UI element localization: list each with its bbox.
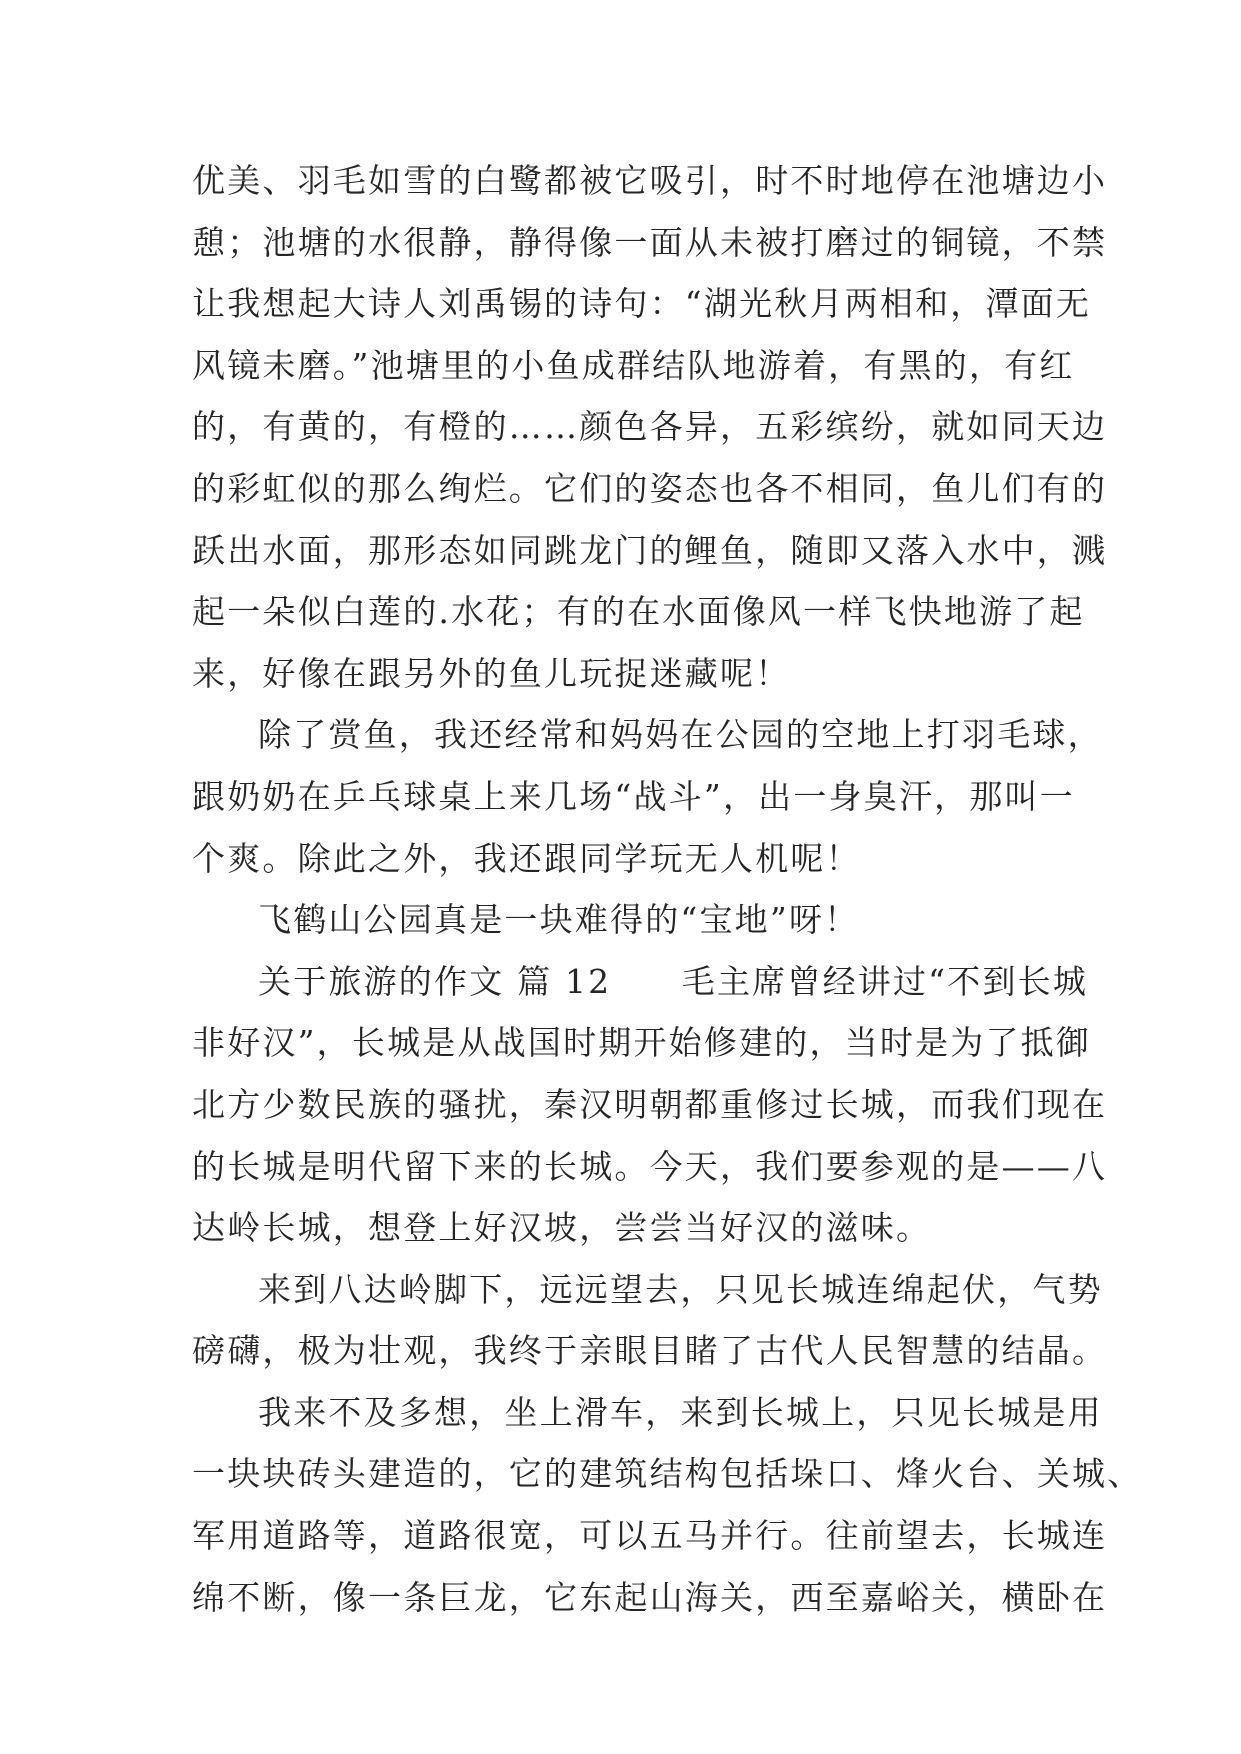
text-line: 来，好像在跟另外的鱼儿玩捉迷藏呢！ [192, 653, 791, 693]
text-line: 的，有黄的，有橙的……颜色各异，五彩缤纷，就如同天边 [192, 407, 1108, 447]
text-line: 除了赏鱼，我还经常和妈妈在公园的空地上打羽毛球， [258, 715, 1103, 755]
text-line: 飞鹤山公园真是一块难得的“宝地”呀！ [258, 900, 860, 940]
text-line: 军用道路等，道路很宽，可以五马并行。往前望去，长城连 [192, 1516, 1108, 1556]
text-line: 起一朵似白莲的.水花；有的在水面像风一样飞快地游了起 [192, 592, 1085, 632]
text-line: 磅礴，极为壮观，我终于亲眼目睹了古代人民智慧的结晶。 [192, 1331, 1108, 1371]
text-line: 绵不断，像一条巨龙，它东起山海关，西至嘉峪关，横卧在 [192, 1577, 1108, 1617]
text-line: 的彩虹似的那么绚烂。它们的姿态也各不相同，鱼儿们有的 [192, 468, 1108, 508]
text-line: 我来不及多想，坐上滑车，来到长城上，只见长城是用 [258, 1392, 1103, 1432]
text-line: 优美、羽毛如雪的白鹭都被它吸引，时不时地停在池塘边小 [192, 161, 1108, 200]
text-line: 跃出水面，那形态如同跳龙门的鲤鱼，随即又落入水中，溅 [192, 530, 1108, 570]
text-line: 关于旅游的作文 篇 12 毛主席曾经讲过“不到长城 [258, 961, 1089, 1001]
text-line: 憩；池塘的水很静，静得像一面从未被打磨过的铜镜，不禁 [192, 222, 1108, 262]
text-line: 让我想起大诗人刘禹锡的诗句：“湖光秋月两相和，潭面无 [192, 284, 1092, 324]
text-line: 达岭长城，想登上好汉坡，尝尝当好汉的滋味。 [192, 1208, 932, 1248]
text-line: 的长城是明代留下来的长城。今天，我们要参观的是——八 [192, 1146, 1108, 1186]
text-line: 一块块砖头建造的，它的建筑结构包括垛口、烽火台、关城、 [192, 1454, 1143, 1494]
text-line: 个爽。除此之外，我还跟同学玩无人机呢！ [192, 838, 861, 878]
text-line: 来到八达岭脚下，远远望去，只见长城连绵起伏，气势 [258, 1269, 1103, 1309]
text-line: 北方少数民族的骚扰，秦汉明朝都重修过长城，而我们现在 [192, 1084, 1108, 1124]
text-line: 风镜未磨。”池塘里的小鱼成群结队地游着，有黑的，有红 [192, 345, 1075, 385]
essay-body [192, 150, 1143, 1628]
text-line: 跟奶奶在乒乓球桌上来几场“战斗”，出一身臭汗，那叫一 [192, 776, 1075, 816]
text-line: 非好汉”，长城是从战国时期开始修建的，当时是为了抵御 [192, 1023, 1092, 1063]
